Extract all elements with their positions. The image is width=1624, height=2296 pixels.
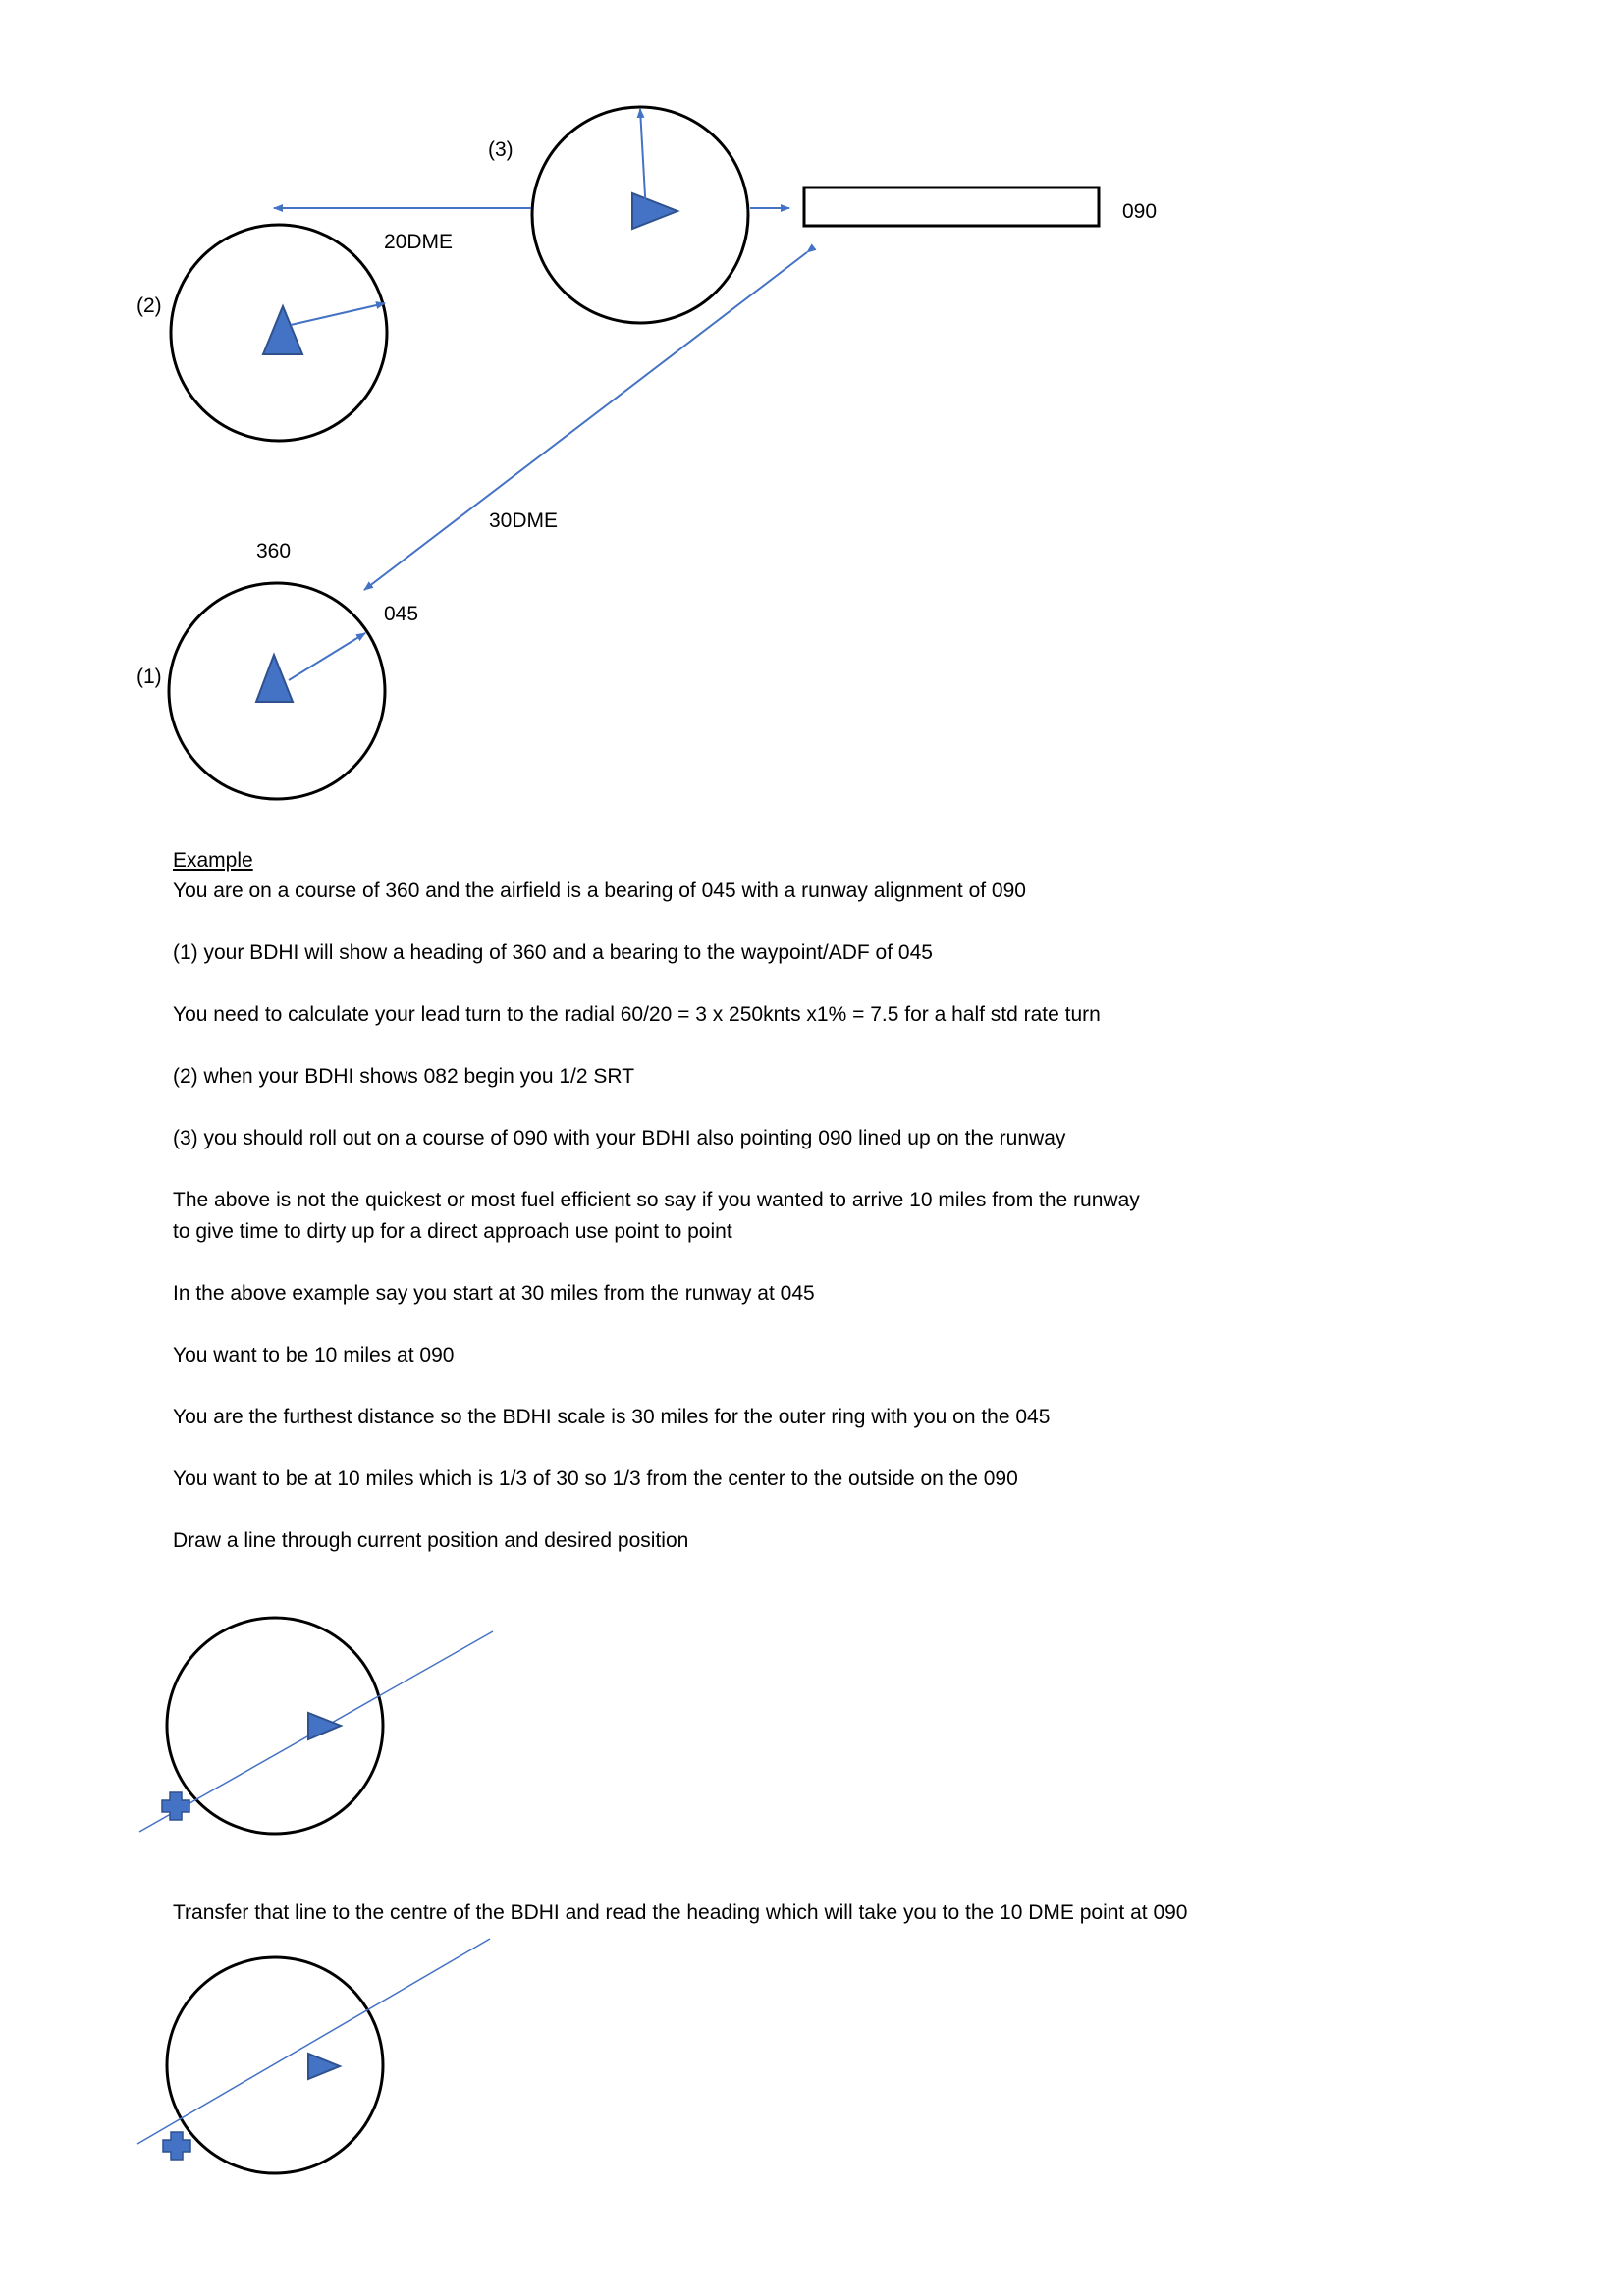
bdhi-position-1: [169, 583, 385, 799]
label-heading-360: 360: [256, 540, 292, 562]
label-position-1: (1): [136, 666, 162, 688]
transfer-line-text: Transfer that line to the centre of the BDHI and read the heading which will take you to the 10 DME point at 090: [173, 1901, 1188, 1924]
bdhi-scale-text: You are the furthest distance so the BDHI scale is 30 miles for the outer ring with you on the 045: [173, 1406, 1051, 1428]
bdhi-transferred-line-diagram: [137, 1939, 490, 2173]
aircraft-symbol: [263, 306, 302, 354]
lead-turn-text: You need to calculate your lead turn to the radial 60/20 = 3 x 250knts x1% = 7.5 for a half std rate turn: [173, 1003, 1101, 1026]
aircraft-symbol: [632, 193, 677, 229]
arrow-30dme: [364, 252, 807, 590]
bdhi-position-3: [532, 107, 748, 323]
label-30dme: 30DME: [489, 509, 559, 532]
bearing-pointer: [289, 633, 365, 680]
step-1-text: (1) your BDHI will show a heading of 360 and a bearing to the waypoint/ADF of 045: [173, 941, 933, 964]
bdhi-ring: [167, 1957, 383, 2173]
step-2-text: (2) when your BDHI shows 082 begin you 1/2 SRT: [173, 1065, 635, 1088]
draw-line-text: Draw a line through current position and desired position: [173, 1529, 689, 1552]
transferred-line: [137, 1939, 490, 2144]
aircraft-symbol: [308, 2054, 340, 2079]
point-to-point-text-line-2: to give time to dirty up for a direct approach use point to point: [173, 1220, 732, 1243]
start-position-text: In the above example say you start at 30 miles from the runway at 045: [173, 1282, 815, 1305]
aircraft-symbol: [256, 655, 293, 702]
runway: [804, 187, 1099, 226]
point-to-point-text-line-1: The above is not the quickest or most fuel efficient so say if you wanted to arrive 10 miles from the runway: [173, 1189, 1140, 1211]
bdhi-position-2: [171, 225, 387, 441]
bdhi-point-to-point-diagram: [139, 1618, 493, 1834]
aircraft-symbol: [308, 1713, 341, 1739]
label-bearing-045: 045: [384, 603, 419, 625]
bearing-pointer: [291, 303, 385, 325]
example-heading: Example: [173, 849, 253, 872]
step-3-text: (3) you should roll out on a course of 090 with your BDHI also pointing 090 lined up on the runway: [173, 1127, 1066, 1149]
intro-text: You are on a course of 360 and the airfield is a bearing of 045 with a runway alignment of 090: [173, 880, 1026, 902]
bdhi-ring: [167, 1618, 383, 1834]
label-20dme: 20DME: [384, 231, 454, 253]
label-runway-090: 090: [1122, 200, 1158, 223]
one-third-text: You want to be at 10 miles which is 1/3 of 30 so 1/3 from the center to the outside on the 090: [173, 1468, 1018, 1490]
label-position-3: (3): [488, 138, 514, 161]
desired-position-text: You want to be 10 miles at 090: [173, 1344, 455, 1366]
position-marker: [163, 2132, 190, 2160]
label-position-2: (2): [136, 294, 162, 317]
